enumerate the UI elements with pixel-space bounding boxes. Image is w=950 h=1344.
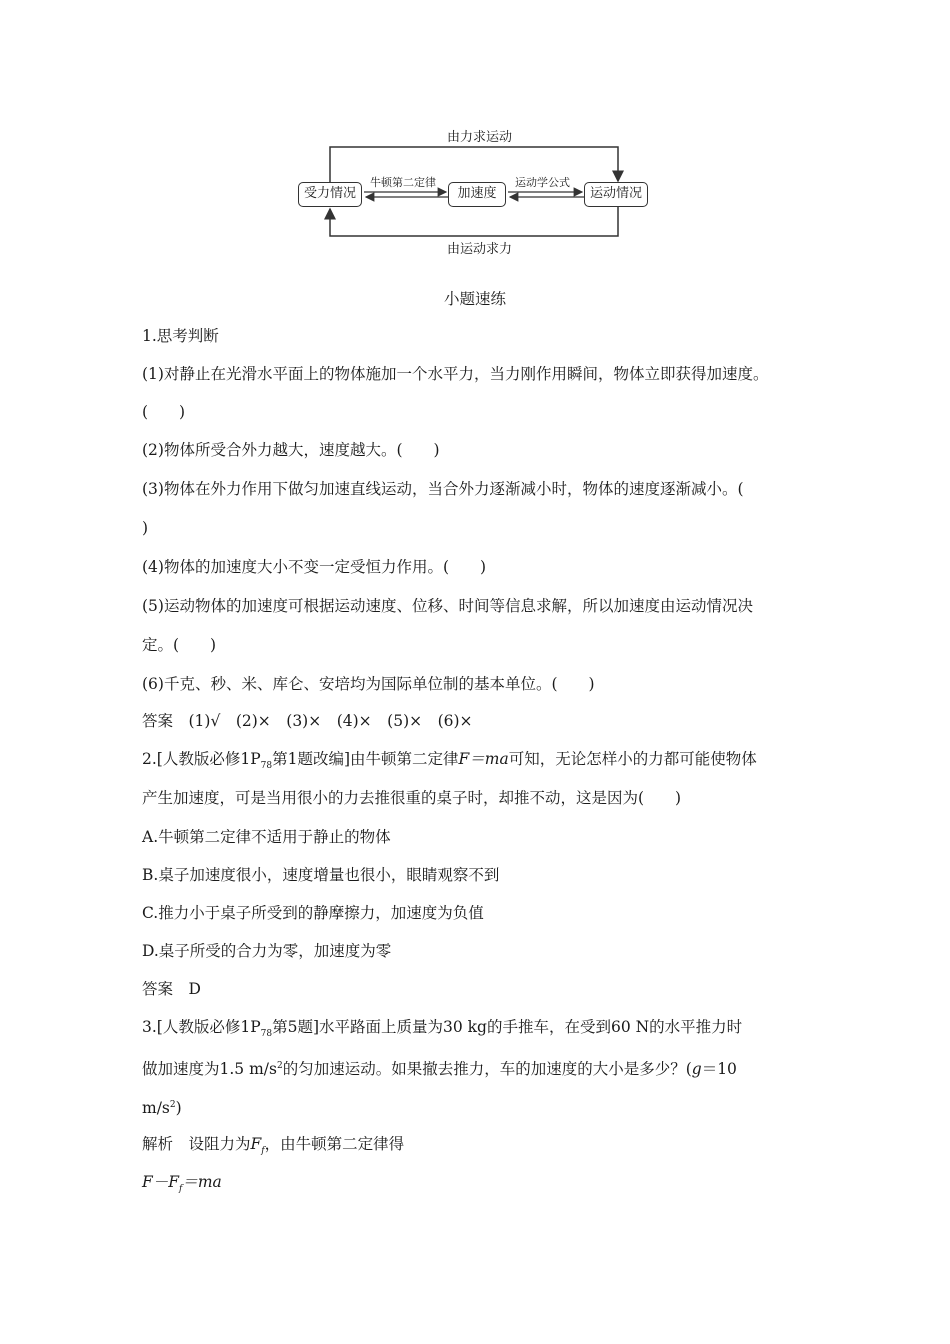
q1-title: 1.思考判断: [142, 327, 219, 345]
force-motion-diagram: [290, 120, 660, 260]
q1-answer: 答案 (1)√ (2)× (3)× (4)× (5)× (6)×: [142, 712, 473, 730]
q3-source-page: 78: [260, 1029, 273, 1040]
q2-answer: 答案 D: [142, 980, 201, 998]
q3-stem-line-2: [142, 1056, 737, 1079]
section-title: 小题速练: [443, 290, 506, 308]
q3-eq-sub: f: [179, 1184, 183, 1195]
q3-equation: [142, 1172, 222, 1199]
q3-source: 3.[人教版必修1P: [142, 1018, 261, 1036]
q1-statement-1-bracket: ( ): [142, 403, 186, 421]
node-force: 受力情况: [298, 182, 362, 207]
q2-formula: F＝ma: [458, 750, 509, 768]
node-motion: 运动情况: [584, 182, 648, 207]
q1-statement-1: (1)对静止在光滑水平面上的物体施加一个水平力，当力刚作用瞬间，物体立即获得加速度。: [142, 365, 769, 383]
q3-stem-line-3: [142, 1095, 182, 1118]
q3-friction-symbol: F: [250, 1135, 262, 1153]
q2-stem-line-1: [142, 749, 757, 776]
q3-stem-part: 第5题]水平路面上质量为30 kg的手推车，在受到60 N的水平推力时: [272, 1018, 743, 1036]
q3-accel-text: 做加速度为1.5 m/s: [142, 1060, 277, 1079]
q3-question: 的匀加速运动。如果撤去推力，车的加速度的大小是多少？(: [282, 1060, 692, 1079]
q2-stem-part: 第1题改编]由牛顿第二定律: [272, 750, 459, 768]
q2-option-d: D.桌子所受的合力为零，加速度为零: [142, 942, 392, 960]
q1-statement-4: (4)物体的加速度大小不变一定受恒力作用。( ): [142, 558, 487, 576]
q3-eq-left: F－F: [142, 1173, 180, 1191]
q3-accel-exp: 2: [276, 1061, 283, 1071]
q1-statement-3: (3)物体在外力作用下做匀加速直线运动，当合外力逐渐减小时，物体的速度逐渐减小。(: [142, 480, 744, 498]
q1-statement-3-bracket: ): [142, 519, 149, 537]
q3-solution-line-1: [142, 1134, 404, 1161]
q3-g-symbol: g: [691, 1060, 702, 1079]
q1-statement-6: (6)千克、秒、米、库仑、安培均为国际单位制的基本单位。( ): [142, 675, 595, 693]
bottom-loop-label: 由运动求力: [447, 242, 513, 257]
q3-eq-right: ＝ma: [182, 1173, 222, 1191]
q3-solution-rest: ，由牛顿第二定律得: [264, 1135, 405, 1153]
q2-option-b: B.桌子加速度很小，速度增量也很小，眼睛观察不到: [142, 866, 500, 884]
q1-statement-5-cont: 定。( ): [142, 636, 217, 654]
q3-g-value: ＝10: [701, 1060, 737, 1079]
q2-option-c: C.推力小于桌子所受到的静摩擦力，加速度为负值: [142, 904, 484, 922]
top-loop-label: 由力求运动: [447, 130, 513, 145]
q3-unit-exp: 2: [169, 1100, 176, 1110]
q3-solution-intro: 解析 设阻力为: [142, 1135, 251, 1153]
q3-friction-sub: f: [261, 1146, 265, 1157]
q3-close-paren: ): [175, 1099, 182, 1118]
node-acceleration: 加速度: [448, 182, 506, 207]
q2-source-page: 78: [260, 761, 273, 772]
q2-option-a: A.牛顿第二定律不适用于静止的物体: [142, 828, 391, 846]
q3-unit: m/s: [142, 1099, 170, 1118]
arrow-label-newton: 牛顿第二定律: [370, 176, 436, 189]
q2-stem-line-2: 产生加速度，可是当用很小的力去推很重的桌子时，却推不动，这是因为( ): [142, 789, 682, 807]
q2-stem-rest: 可知，无论怎样小的力都可能使物体: [508, 750, 757, 768]
bottom-loop-arrow: [330, 207, 618, 236]
q1-statement-2: (2)物体所受合外力越大，速度越大。( ): [142, 441, 440, 459]
q3-stem-line-1: [142, 1017, 742, 1044]
q1-statement-5: (5)运动物体的加速度可根据运动速度、位移、时间等信息求解，所以加速度由运动情况决: [142, 597, 753, 615]
q2-source: 2.[人教版必修1P: [142, 750, 261, 768]
arrow-label-kinematics: 运动学公式: [515, 176, 570, 189]
